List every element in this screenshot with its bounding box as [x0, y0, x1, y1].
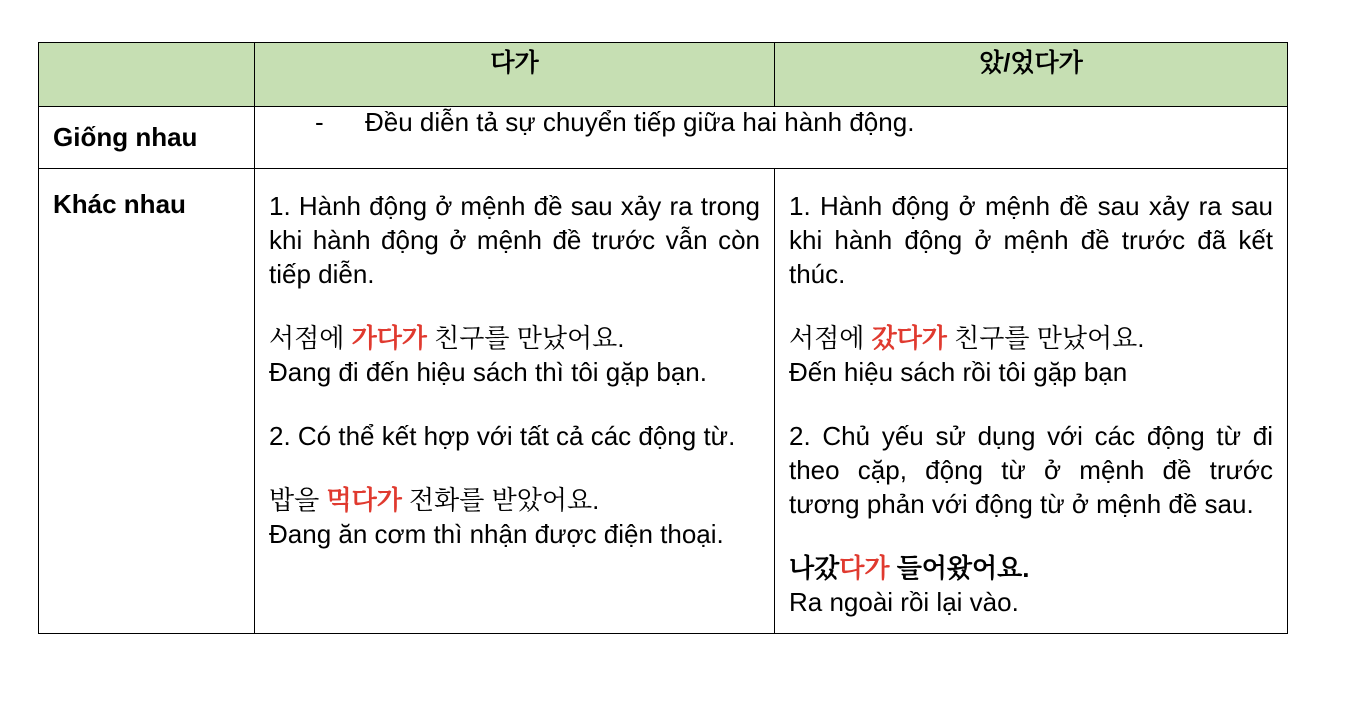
daga-point-1: 1. Hành động ở mệnh đề sau xảy ra trong khi hành động ở mệnh đề trước vẫn còn tiếp diễn.: [269, 191, 760, 289]
grammar-comparison-table: [38, 42, 1288, 634]
daga-example-1-meaning: Đang đi đến hiệu sách thì tôi gặp bạn.: [269, 357, 707, 387]
daga-example-1-after: 친구를 만났어요.: [426, 323, 625, 353]
daga-example-2-highlight: 먹다가: [326, 485, 402, 515]
header-daga: 다가: [255, 43, 775, 107]
eotdaga-example-1-after: 친구를 만났어요.: [946, 323, 1145, 353]
eotdaga-difference-cell: [775, 169, 1288, 634]
daga-point-2: 2. Có thể kết hợp với tất cả các động từ.: [269, 421, 736, 451]
daga-example-1-highlight: 가다가: [351, 323, 427, 353]
daga-example-2-before: 밥을: [269, 485, 327, 515]
eotdaga-example-2-after: 들어왔어요.: [889, 553, 1030, 583]
eotdaga-example-2-before: 나갔: [789, 553, 840, 583]
difference-label: Khác nhau: [39, 169, 255, 634]
eotdaga-example-2-meaning: Ra ngoài rồi lại vào.: [789, 587, 1019, 617]
similarity-cell: [255, 107, 1288, 169]
daga-difference-cell: [255, 169, 775, 634]
difference-row: [39, 169, 1288, 634]
daga-example-1: [269, 321, 760, 389]
header-empty-cell: [39, 43, 255, 107]
daga-example-2: [269, 483, 760, 551]
eotdaga-point-2: 2. Chủ yếu sử dụng với các động từ đi theo cặp, động từ ở mệnh đề trước tương phản với động từ ở mệnh đề sau.: [789, 421, 1273, 519]
header-eotdaga: 았/었다가: [775, 43, 1288, 107]
similarity-row: [39, 107, 1288, 169]
eotdaga-example-2: [789, 551, 1273, 619]
eotdaga-example-2-highlight: 다가: [839, 553, 890, 583]
eotdaga-example-1-meaning: Đến hiệu sách rồi tôi gặp bạn: [789, 357, 1128, 387]
eotdaga-point-1: 1. Hành động ở mệnh đề sau xảy ra sau khi hành động ở mệnh đề trước đã kết thúc.: [789, 191, 1273, 289]
daga-example-1-before: 서점에: [269, 323, 352, 353]
daga-example-2-meaning: Đang ăn cơm thì nhận được điện thoại.: [269, 519, 724, 549]
eotdaga-example-1-highlight: 갔다가: [871, 323, 947, 353]
daga-example-2-after: 전화를 받았어요.: [401, 485, 600, 515]
bullet-dash: -: [315, 107, 324, 137]
eotdaga-example-1: [789, 321, 1273, 389]
eotdaga-example-1-before: 서점에: [789, 323, 872, 353]
header-row: [39, 43, 1288, 107]
similarity-label: Giống nhau: [39, 107, 255, 169]
similarity-text: Đều diễn tả sự chuyển tiếp giữa hai hành động.: [365, 107, 915, 137]
